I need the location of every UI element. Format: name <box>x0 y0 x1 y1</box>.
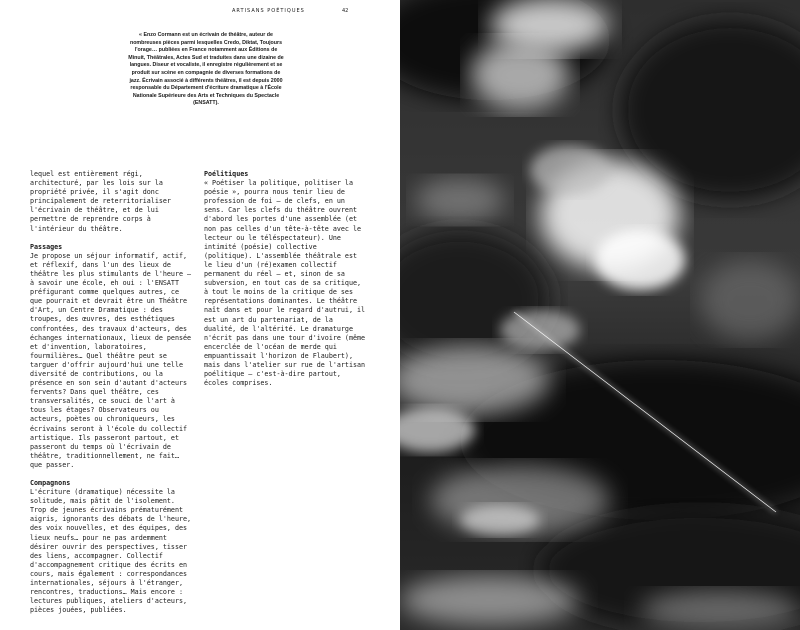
section-body-passages: Je propose un séjour informatif, actif, et réflexif, dans l'un des lieux de théâtre les plus stimulants de l'heure — à savoir une école, eh oui : l'ENSATT préfigurant comme quelques autres, ce que pourrait et devrait être un Théâtre d'Art, un Centre Dramatique : des troupes, des œuvres, des esthétiques confrontées, des travaux d'acteurs, des échanges internationaux, lieux de pensée et d'invention, laboratoires, fourmilières… Quel théâtre peut se targuer d'offrir aujourd'hui une telle diversité de contributions, ou la présence en son sein d'autant d'acteurs fervents? Dans quel théâtre, ces transversalités, ce souci de l'art à tous les étages? Observateurs ou acteurs, poètes ou chroniqueurs, les écrivains seront à l'école du collectif artistique. Ils passeront partout, et passeront du temps où l'écrivain de théâtre, traditionnellement, ne fait… que passer. <box>30 251 192 469</box>
cloud-image <box>400 0 800 630</box>
column-right <box>204 170 366 388</box>
intro-paragraph: lequel est entièrement régi, architecturé, par les lois sur la propriété privée, il s'agit donc principalement de reterritorialiser l'écrivain de théâtre, et de lui permettre de reprendre corps à l'intérieur du théâtre. <box>30 170 171 233</box>
author-bio: « Enzo Cormann est un écrivain de théâtre, auteur de nombreuses pièces parmi lesquelles Credo, Diktat, Toujours l'orage… publiées en France notamment aux Éditions de Minuit, Théâtrales, Actes Sud et traduites dans une dizaine de langues. Diseur et vocaliste, il enregistre régulièrement et se produit sur scène en compagnie de diverses formations de jazz. Écrivain associé à différents théâtres, il est depuis 2000 responsable du Département d'écriture dramatique à l'École Nationale Supérieure des Arts et Techniques du Spectacle (ENSATT). <box>128 32 284 107</box>
section-heading-compagnons: Compagnons <box>30 479 71 487</box>
sky-photograph <box>400 0 800 630</box>
section-body-poelitiques: « Poétiser la politique, politiser la poésie », pourra nous tenir lieu de profession de foi — de clefs, en un sens. Car les clefs du théâtre ouvrent d'abord les portes d'une assemblée (et non pas celles d'un tête-à-tête avec le lecteur ou le téléspectateur). Une intimité (poésie) collective (politique). L'assemblée théâtrale est le lieu d'un (ré)examen collectif permanent du réel — et, sinon de sa subversion, en tout cas de sa critique, à tout le moins de la critique de ses représentations dominantes. Le théâtre naît dans et pour le regard d'autrui, il est un art du partenariat, de la dualité, de l'altérité. Le dramaturge n'écrit pas dans une tour d'ivoire (même encerclée de l'océan de merde qui empuantissait l'horizon de Flaubert), mais dans l'atelier sur rue de l'artisan poélitique — c'est-à-dire partout, écoles comprises. <box>204 179 366 388</box>
section-body-compagnons: L'écriture (dramatique) nécessite la solitude, mais pâtit de l'isolement. Trop de jeunes écrivains prématurément aigris, ignorants des débats de l'heure, des voix nouvelles, et des équipes, des lieux neufs… pour ne pas ardemment désirer ouvrir des perspectives, tisser des liens, accompagner. Collectif d'accompagnement critique des écrits en cours, mais également : correspondances internationales, séjours à l'étranger, rencontres, traductions… Mais encore : lectures publiques, ateliers d'acteurs, pièces jouées, publiées. <box>30 488 192 615</box>
page-number: 42 <box>342 8 349 14</box>
running-title: ARTISANS POÉTIQUES <box>232 8 305 14</box>
column-left <box>30 170 192 615</box>
section-heading-passages: Passages <box>30 242 63 251</box>
section-heading-poelitiques: Poélitiques <box>204 170 249 178</box>
